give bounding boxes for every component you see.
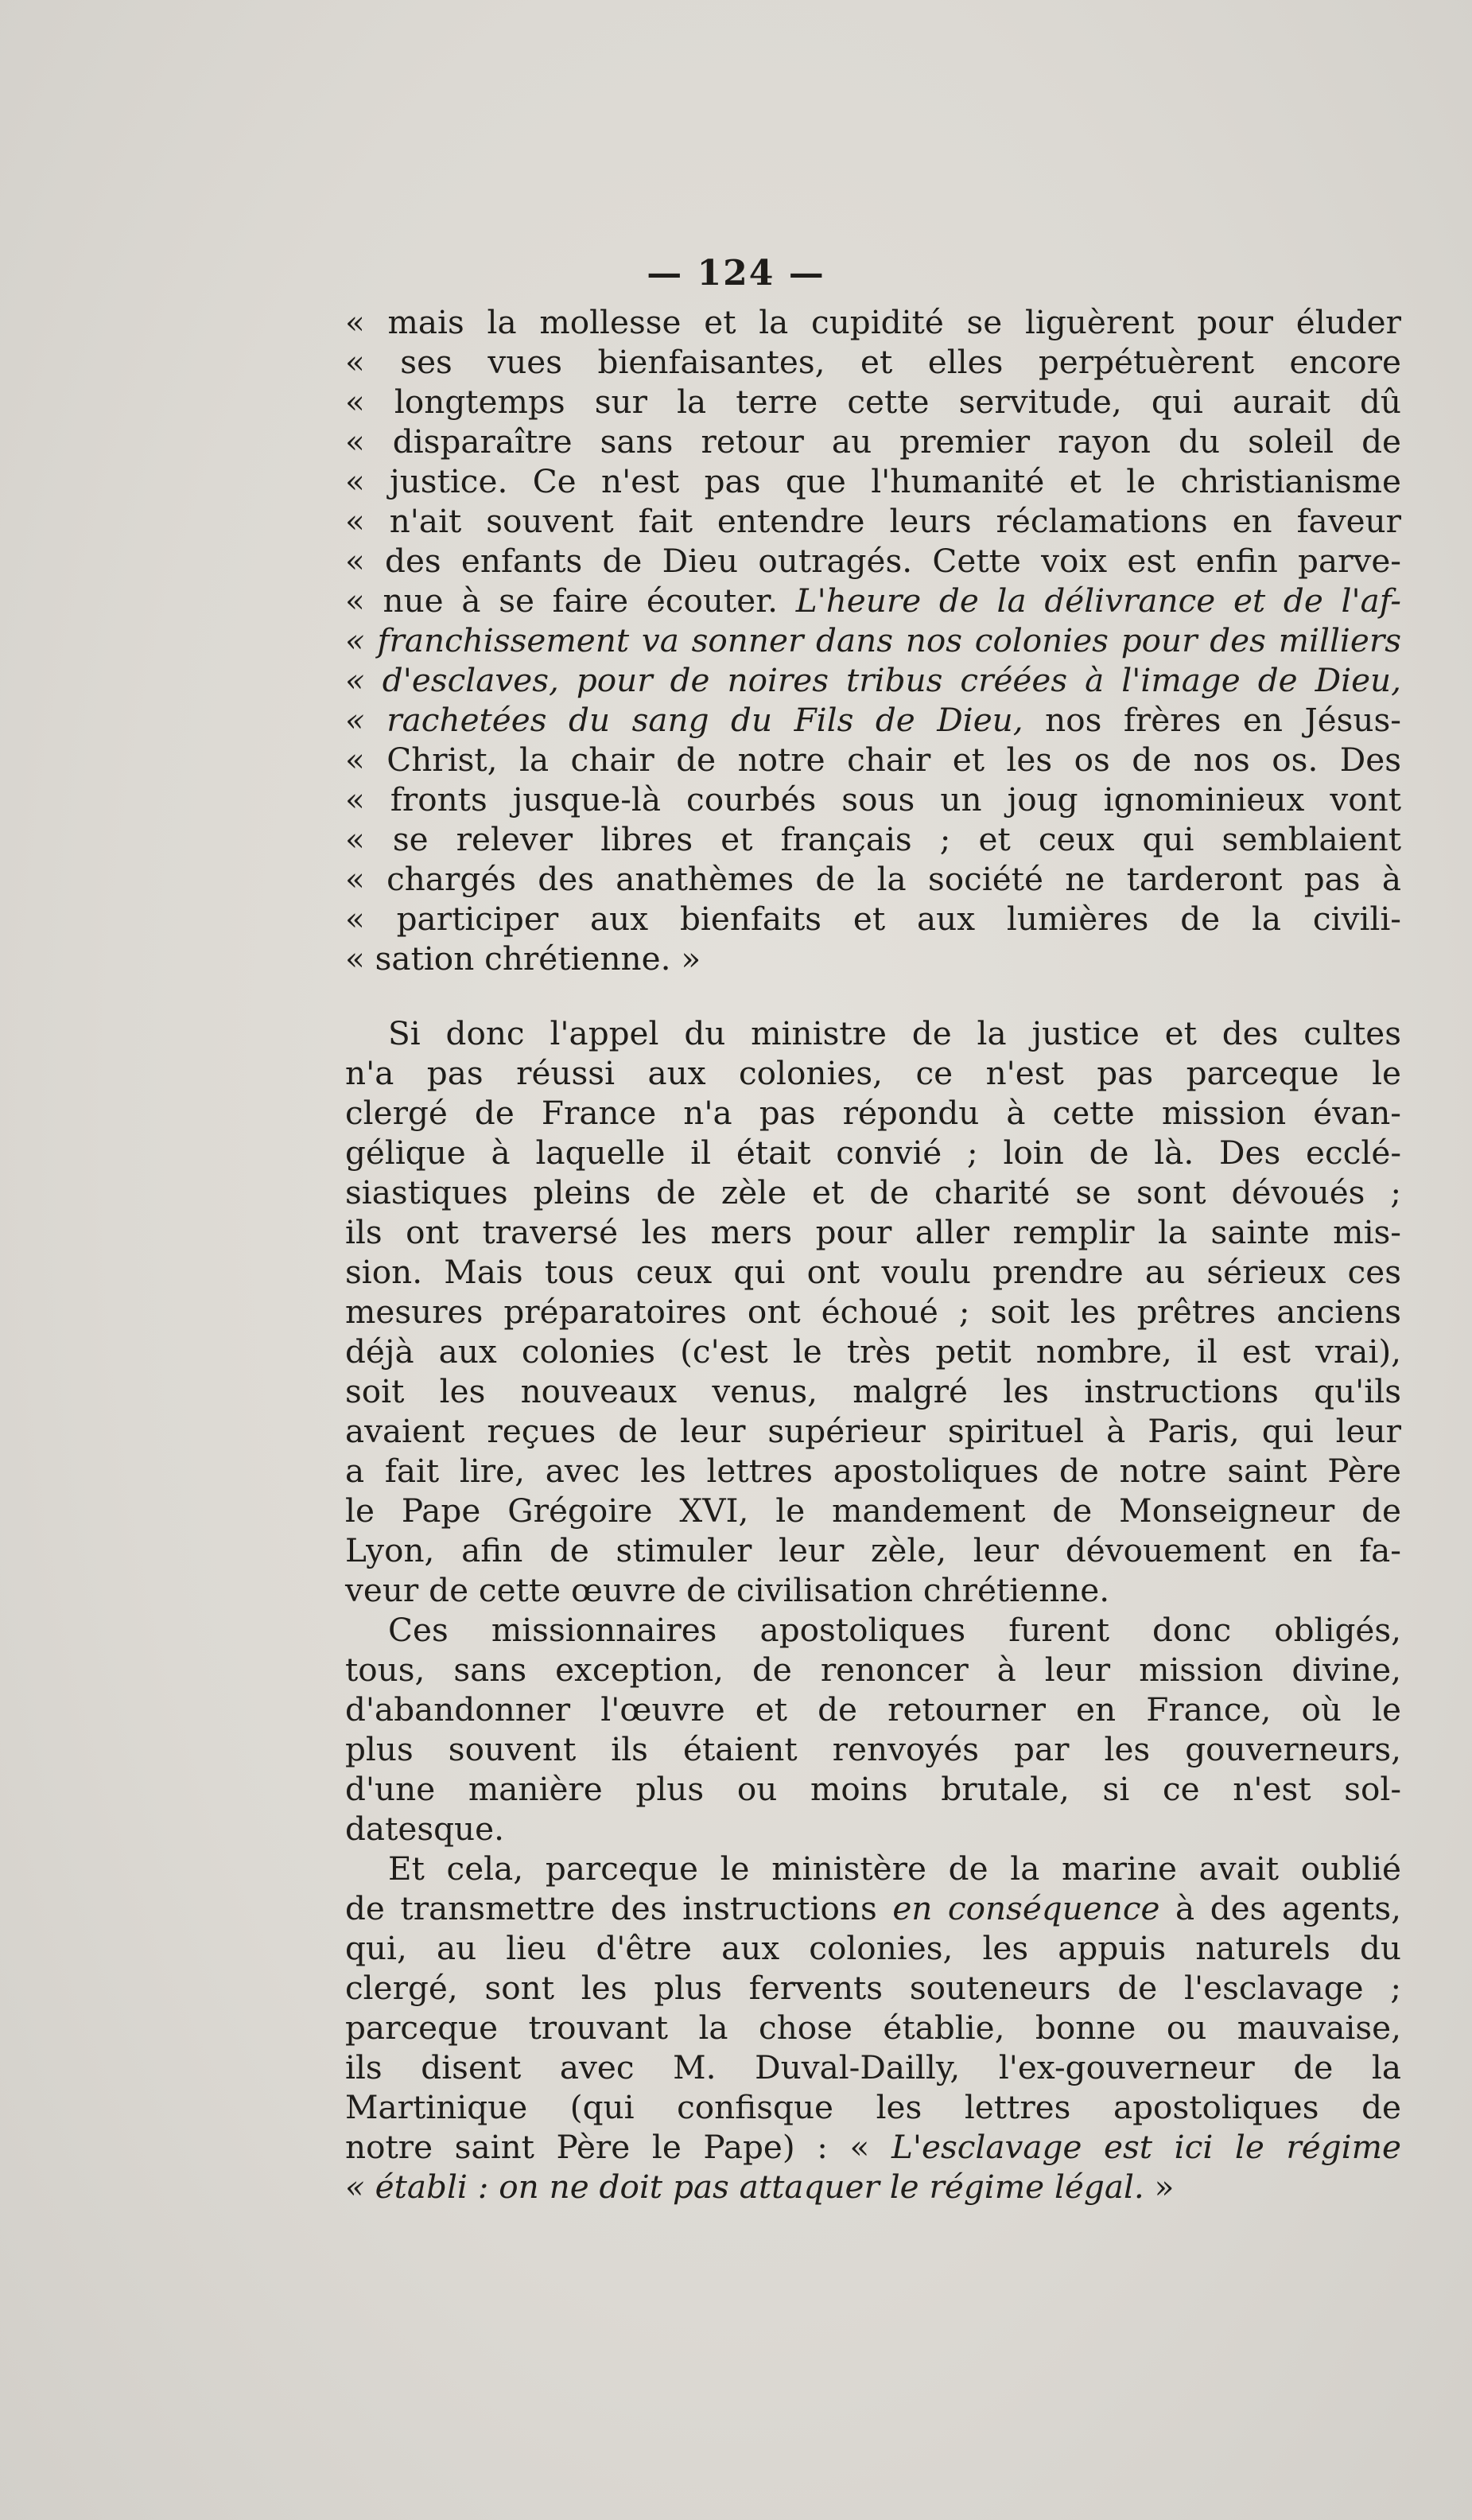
page-number: — 124 — bbox=[647, 253, 825, 294]
text-line: « des enfants de Dieu outragés. Cette voix est enfin parve- bbox=[345, 542, 1401, 580]
text-line: clergé de France n'a pas répondu à cette mission évan- bbox=[345, 1094, 1401, 1132]
text-line: déjà aux colonies (c'est le très petit nombre, il est vrai), bbox=[345, 1332, 1401, 1371]
text-line: le Pape Grégoire XVI, le mandement de Monseigneur de bbox=[345, 1491, 1401, 1530]
text-line bbox=[345, 620, 1401, 660]
text-line: Lyon, afin de stimuler leur zèle, leur dévouement en fa- bbox=[345, 1531, 1401, 1569]
text-line: tous, sans exception, de renoncer à leur mission divine, bbox=[345, 1651, 1401, 1689]
text-line: « mais la mollesse et la cupidité se liguèrent pour éluder bbox=[345, 303, 1401, 341]
text-line: « fronts jusque-là courbés sous un joug ignominieux vont bbox=[345, 780, 1401, 819]
text-line: clergé, sont les plus fervents souteneurs de l'esclavage ; bbox=[345, 1969, 1401, 2007]
text-line: soit les nouveaux venus, malgré les instructions qu'ils bbox=[345, 1372, 1401, 1410]
text-line: Et cela, parceque le ministère de la marine avait oublié bbox=[388, 1849, 1401, 1888]
text-line bbox=[345, 2167, 1401, 2207]
italic-run: « établi : on ne doit pas attaquer le régime légal. bbox=[345, 2168, 1144, 2206]
text-line: avaient reçues de leur supérieur spirituel à Paris, qui leur bbox=[345, 1412, 1401, 1450]
text-line: gélique à laquelle il était convié ; loin de là. Des ecclé- bbox=[345, 1134, 1401, 1172]
text-line: « ses vues bienfaisantes, et elles perpétuèrent encore bbox=[345, 343, 1401, 381]
text-line bbox=[345, 581, 1401, 620]
italic-run: « d'esclaves, pour de noires tribus créées à l'image de Dieu, bbox=[345, 661, 1401, 699]
text-line: ils disent avec M. Duval-Dailly, l'ex-gouverneur de la bbox=[345, 2048, 1401, 2086]
text-line: « se relever libres et français ; et ceux qui semblaient bbox=[345, 820, 1401, 858]
paragraph-3 bbox=[345, 1849, 1401, 2207]
body-text bbox=[345, 302, 1401, 2207]
text-line: « participer aux bienfaits et aux lumières de la civili- bbox=[345, 900, 1401, 938]
text-line: n'a pas réussi aux colonies, ce n'est pas parceque le bbox=[345, 1054, 1401, 1092]
text-run: « nue à se faire écouter. bbox=[345, 581, 796, 620]
text-line bbox=[345, 700, 1401, 740]
text-run: de transmettre des instructions bbox=[345, 1889, 893, 1927]
italic-run: « rachetées du sang du Fils de Dieu, bbox=[345, 701, 1023, 739]
text-line: parceque trouvant la chose établie, bonne ou mauvaise, bbox=[345, 2009, 1401, 2047]
text-line: Si donc l'appel du ministre de la justice et des cultes bbox=[388, 1014, 1401, 1052]
text-line: « disparaître sans retour au premier rayon du soleil de bbox=[345, 422, 1401, 461]
quoted-passage bbox=[345, 302, 1401, 978]
text-line: « sation chrétienne. » bbox=[345, 939, 701, 978]
text-line: d'une manière plus ou moins brutale, si ce n'est sol- bbox=[345, 1770, 1401, 1808]
text-line bbox=[345, 660, 1401, 700]
text-line: sion. Mais tous ceux qui ont voulu prendre au sérieux ces bbox=[345, 1253, 1401, 1291]
text-line: « longtemps sur la terre cette servitude, qui aurait dû bbox=[345, 383, 1401, 421]
text-line: d'abandonner l'œuvre et de retourner en France, où le bbox=[345, 1690, 1401, 1729]
text-line: siastiques pleins de zèle et de charité se sont dévoués ; bbox=[345, 1173, 1401, 1211]
text-line bbox=[345, 1888, 1401, 1928]
text-line: plus souvent ils étaient renvoyés par les gouverneurs, bbox=[345, 1730, 1401, 1768]
italic-run: L'esclavage est ici le régime bbox=[891, 2128, 1401, 2166]
text-line: ils ont traversé les mers pour aller remplir la sainte mis- bbox=[345, 1213, 1401, 1251]
text-line: « n'ait souvent fait entendre leurs réclamations en faveur bbox=[345, 502, 1401, 540]
text-line: mesures préparatoires ont échoué ; soit les prêtres anciens bbox=[345, 1293, 1401, 1331]
text-line: Ces missionnaires apostoliques furent donc obligés, bbox=[388, 1611, 1401, 1649]
italic-run: en conséquence bbox=[892, 1889, 1160, 1927]
text-line: veur de cette œuvre de civilisation chrétienne. bbox=[345, 1571, 1110, 1609]
text-line: « Christ, la chair de notre chair et les os de nos os. Des bbox=[345, 741, 1401, 779]
text-line: « chargés des anathèmes de la société ne tarderont pas à bbox=[345, 860, 1401, 898]
text-line: qui, au lieu d'être aux colonies, les appuis naturels du bbox=[345, 1929, 1401, 1967]
text-run: notre saint Père le Pape) : « bbox=[345, 2128, 891, 2166]
text-line bbox=[345, 2127, 1401, 2167]
text-line: « justice. Ce n'est pas que l'humanité et le christianisme bbox=[345, 462, 1401, 500]
text-line: datesque. bbox=[345, 1810, 504, 1848]
paragraph-1 bbox=[345, 1013, 1401, 1610]
paragraph-2 bbox=[345, 1610, 1401, 1849]
italic-run: « franchissement va sonner dans nos colonies pour des milliers bbox=[345, 621, 1401, 659]
text-run: à des agents, bbox=[1159, 1889, 1401, 1927]
text-line: Martinique (qui confisque les lettres apostoliques de bbox=[345, 2088, 1401, 2126]
text-run: nos frères en Jésus- bbox=[1023, 701, 1401, 739]
text-line: a fait lire, avec les lettres apostoliques de notre saint Père bbox=[345, 1452, 1401, 1490]
italic-run: L'heure de la délivrance et de l'af- bbox=[795, 581, 1401, 620]
paragraph-gap bbox=[345, 978, 1401, 1013]
text-run: » bbox=[1144, 2168, 1175, 2206]
